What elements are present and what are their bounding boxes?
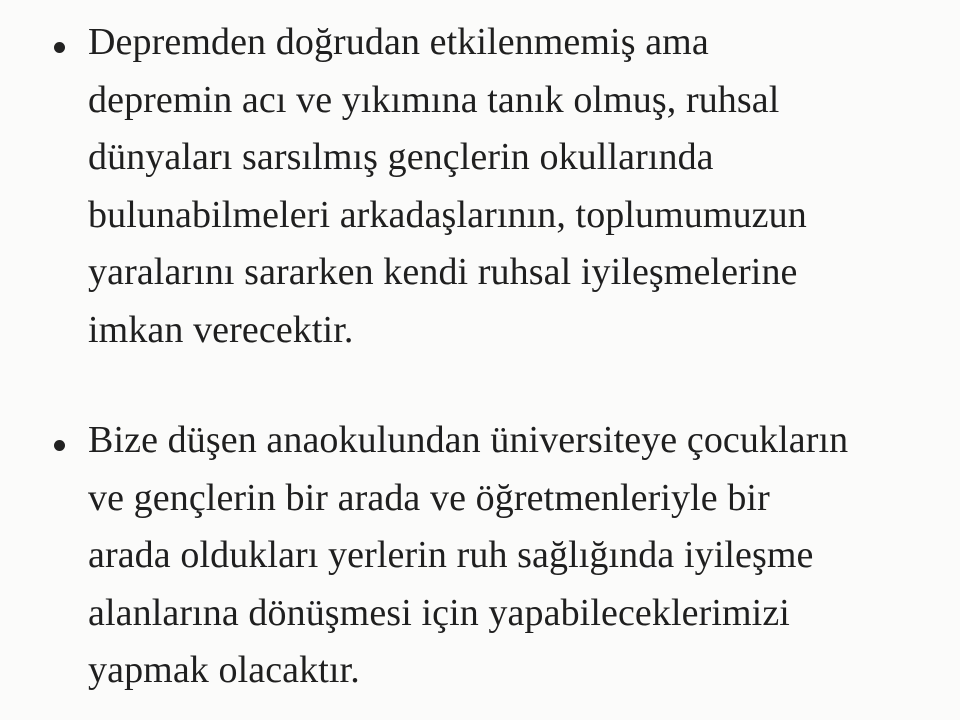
bullet-1-line-5: yaralarını sararken kendi ruhsal iyileşmelerine — [88, 251, 798, 293]
bullet-2-line-2: ve gençlerin bir arada ve öğretmenleriyle bir — [88, 476, 770, 519]
bullet-2-line-1: Bize düşen anaokulundan üniversiteye çocukların — [88, 419, 849, 461]
bullet-1-line-3: dünyaları sarsılmış gençlerin okullarında — [88, 136, 714, 178]
bullet-item-1 — [88, 14, 938, 359]
bullet-1-line-1: Depremden doğrudan etkilenmemiş ama — [88, 21, 709, 63]
bullet-1-line-2: depremin acı ve yıkımına tanık olmuş, ruhsal — [88, 78, 780, 121]
bullet-dot-icon — [54, 42, 65, 53]
bullet-1-line-6: imkan verecektir. — [88, 308, 354, 351]
bullet-2-line-5: yapmak olacaktır. — [88, 649, 360, 691]
bullet-dot-icon — [54, 440, 65, 451]
bullet-item-2 — [88, 412, 938, 700]
bullet-2-line-3: arada oldukları yerlerin ruh sağlığında iyileşme — [88, 534, 814, 576]
bullet-1-line-4: bulunabilmeleri arkadaşlarının, toplumumuzun — [88, 193, 807, 236]
bullet-2-line-4: alanlarına dönüşmesi için yapabileceklerimizi — [88, 591, 790, 634]
